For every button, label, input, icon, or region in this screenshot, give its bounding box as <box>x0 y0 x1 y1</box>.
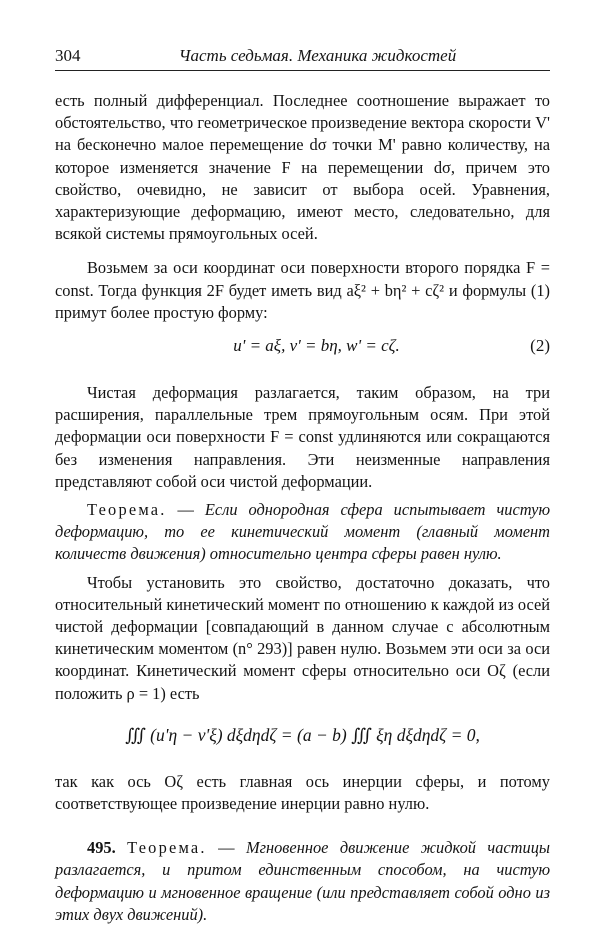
equation-2 <box>55 324 550 370</box>
paragraph-principal-axis: так как ось Oζ есть главная ось инерции сферы, и потому соответствующее произведение инерции равно нулю. <box>55 771 550 814</box>
page-body <box>55 90 550 926</box>
theorem-sphere <box>55 499 550 566</box>
equation-2-number: (2) <box>530 336 550 356</box>
section-495 <box>55 837 550 926</box>
theorem-label: Теорема. <box>87 500 167 520</box>
paragraph-differential: есть полный дифференциал. Последнее соотношение выражает то обстоятельство, что геометрическое произведение вектора скорости V' на бесконечно малое перемещение dσ точки M' равно количеству, на которое изменяется значение F на перемещении dσ, причем это свойство, очевидно, не зависит от выбора осей. Уравнения, характеризующие деформацию, имеют место, следовательно, для всякой системы прямоугольных осей. <box>55 91 550 244</box>
section-495-label: Теорема. <box>127 838 207 858</box>
theorem-dash: — <box>166 500 205 520</box>
paragraph-proof: Чтобы установить это свойство, достаточно доказать, что относительный кинетический момент по отношению к каждой из осей чистой деформации [совпадающий в данном случае с абсолютным кинетическим моментом (n° 293)] равен нулю. Возьмем эти оси за оси координат. Кинетический момент сферы относительно оси Oζ (если положить ρ = 1) есть <box>55 572 550 703</box>
paragraph-pure-deformation: Чистая деформация разлагается, таким образом, на три расширения, параллельные трем прямоугольным осям. При этой деформации оси поверхности F = const удлиняются или сокращаются без изменения направления. Эти неизменные направления представляют собой оси чистой деформации. <box>55 383 550 491</box>
paragraph-coordinate-axes: Возьмем за оси координат оси поверхности второго порядка F = const. Тогда функция 2F будет иметь вид aξ² + bη² + cζ² и формулы (1) примут более простую форму: <box>55 258 550 322</box>
section-495-dash: — <box>206 838 246 858</box>
equation-triple-integral-expression: ∭ (u'η − v'ξ) dξdηdζ = (a − b) ∭ ξη dξdηdζ = 0, <box>125 724 480 745</box>
section-495-statement: Мгновенное движение жидкой частицы разлагается, и притом единственным способом, на чистую деформацию и мгновенное вращение (или представляет собой одно из этих двух движений). <box>55 838 550 924</box>
running-title: Часть седьмая. Механика жидкостей <box>178 46 457 65</box>
page-header <box>55 44 550 71</box>
theorem-statement: Если однородная сфера испытывает чистую деформацию, то ее кинетический момент (главный момент количеств движения) относительно центра сферы равен нулю. <box>55 500 550 564</box>
page-number: 304 <box>55 46 81 65</box>
section-495-number: 495. <box>87 838 116 858</box>
equation-2-expression: u' = aξ, v' = bη, w' = cζ. <box>233 336 400 356</box>
equation-triple-integral <box>55 705 550 771</box>
